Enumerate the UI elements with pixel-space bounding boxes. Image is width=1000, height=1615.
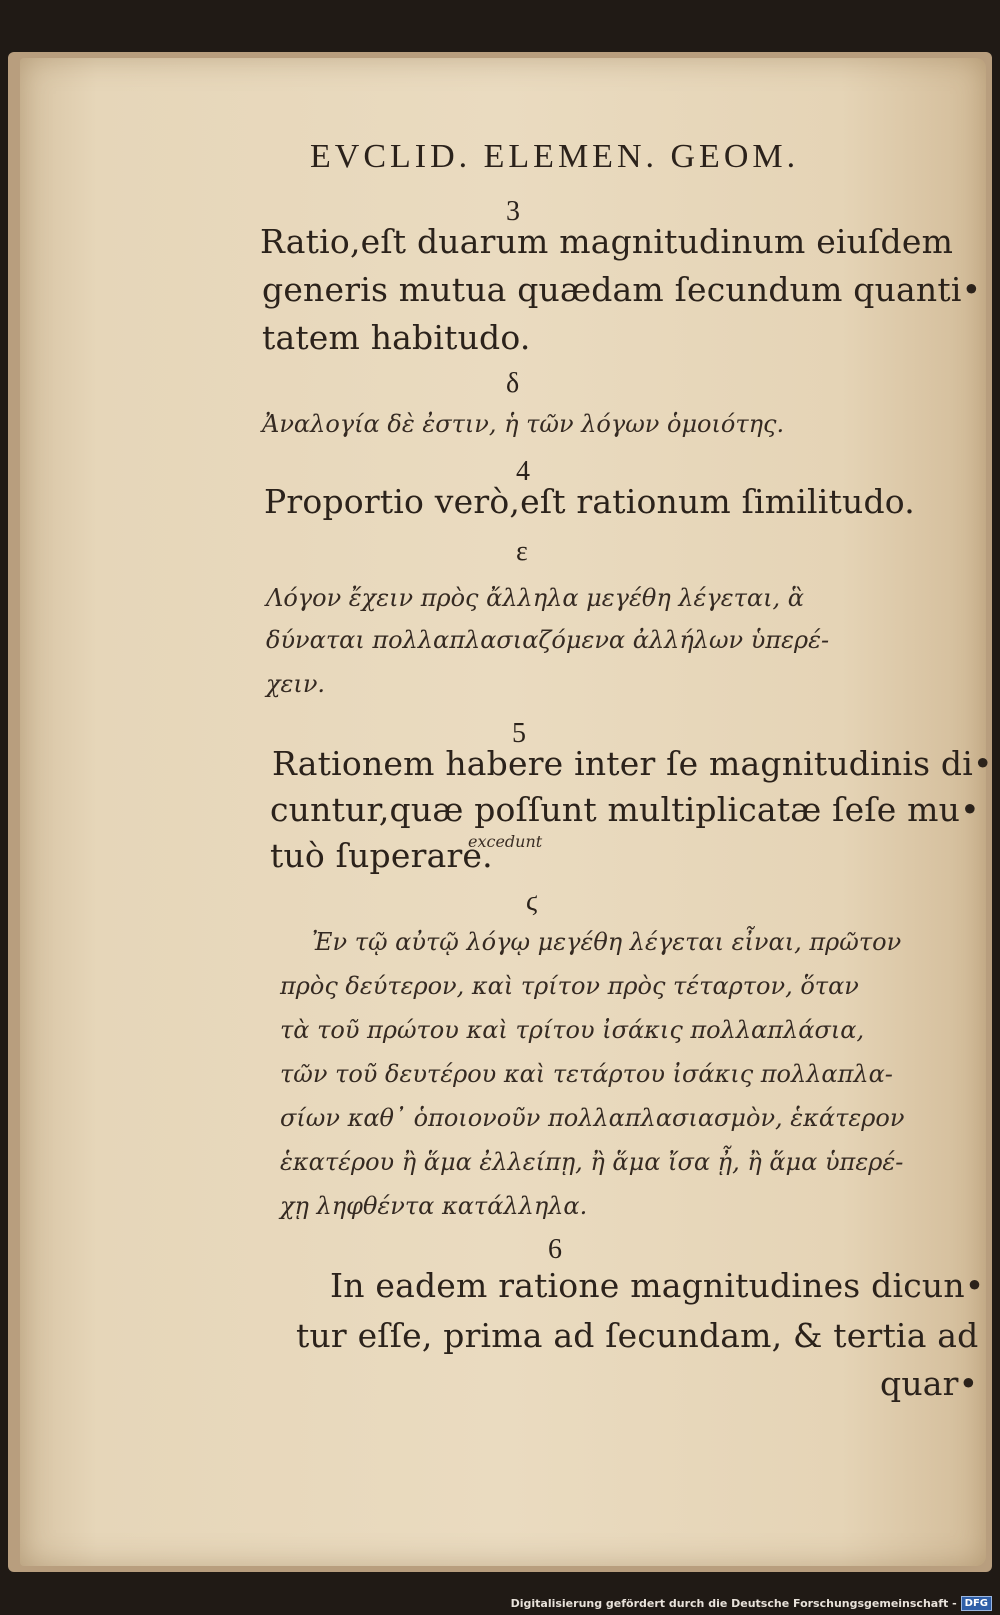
section-number: 5 bbox=[512, 718, 526, 749]
section-number: 6 bbox=[548, 1234, 562, 1265]
greek-line: Ἐν τῷ αὐτῷ λόγῳ μεγέθη λέγεται εἶναι, πρῶτον bbox=[312, 928, 902, 956]
greek-line: ἑκατέρου ἢ ἅμα ἐλλείπῃ, ἢ ἅμα ἴσα ᾖ, ἢ ἅμα ὑπερέ- bbox=[280, 1148, 904, 1176]
greek-line: πρὸς δεύτερον, καὶ τρίτον πρὸς τέταρτον, ὅταν bbox=[280, 972, 859, 1000]
section-number: 4 bbox=[516, 456, 530, 487]
section-number: 3 bbox=[506, 196, 520, 227]
greek-line: τῶν τοῦ δευτέρου καὶ τετάρτου ἰσάκις πολλαπλα- bbox=[280, 1060, 893, 1088]
section-number: δ bbox=[506, 368, 520, 399]
greek-line: δύναται πολλαπλασιαζόμενα ἀλλήλων ὑπερέ- bbox=[266, 626, 830, 654]
latin-line: generis mutua quædam ſecundum quanti• bbox=[262, 270, 982, 309]
latin-line: Proportio verò,eſt rationum ſimilitudo. bbox=[264, 482, 915, 521]
greek-line: Ἀναλογία δὲ ἐστιν, ἡ τῶν λόγων ὁμοιότης. bbox=[262, 410, 785, 438]
latin-line: tuò ſuperare. bbox=[270, 836, 493, 875]
credit-text: Digitalisierung gefördert durch die Deutsche Forschungsgemeinschaft - bbox=[510, 1596, 957, 1610]
latin-line: Rationem habere inter ſe magnitudinis di• bbox=[272, 744, 993, 783]
digitization-credit bbox=[511, 1593, 992, 1613]
latin-line: In eadem ratione magnitudines dicun• bbox=[330, 1266, 985, 1305]
greek-line: χῃ ληφθέντα κατάλληλα. bbox=[280, 1192, 588, 1220]
catchword: quar• bbox=[880, 1364, 979, 1403]
latin-line: cuntur,quæ poſſunt multiplicatæ ſeſe mu• bbox=[270, 790, 980, 829]
greek-line: Λόγον ἔχειν πρὸς ἄλληλα μεγέθη λέγεται, ἃ bbox=[266, 584, 805, 612]
greek-line: σίων καθ᾽ ὁποιονοῦν πολλαπλασιασμὸν, ἑκάτερον bbox=[280, 1104, 905, 1132]
section-number: ϛ bbox=[526, 886, 538, 917]
latin-line: tatem habitudo. bbox=[262, 318, 531, 357]
latin-line: Ratio,eſt duarum magnitudinum eiuſdem bbox=[260, 222, 954, 261]
greek-line: τὰ τοῦ πρώτου καὶ τρίτου ἰσάκις πολλαπλάσια, bbox=[280, 1016, 865, 1044]
handwritten-annotation: excedunt bbox=[468, 832, 543, 851]
greek-line: χειν. bbox=[266, 670, 326, 698]
running-header: EVCLID. ELEMEN. GEOM. bbox=[310, 138, 800, 175]
dfg-logo: DFG bbox=[961, 1596, 992, 1611]
section-number: ε bbox=[516, 536, 528, 567]
latin-line: tur eſſe, prima ad ſecundam, & tertia ad bbox=[296, 1316, 979, 1355]
